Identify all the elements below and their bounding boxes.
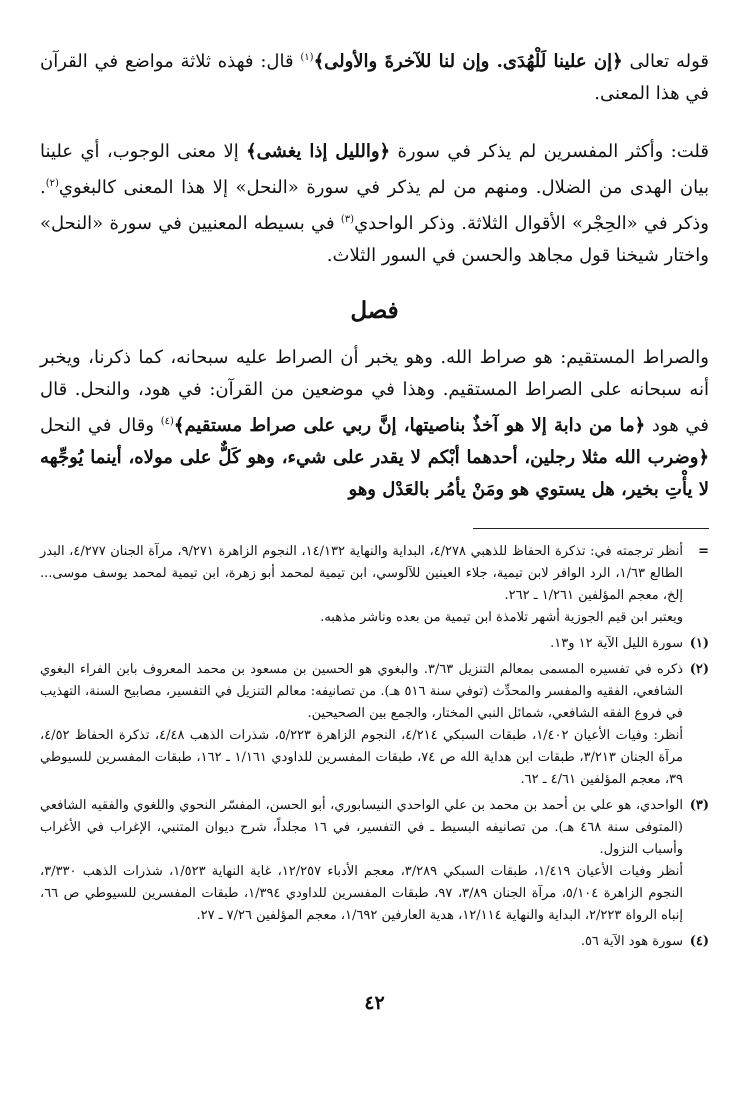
footnote-3: [40, 795, 709, 927]
page-body: [40, 42, 709, 1105]
footnote-text: الواحدي، هو علي بن أحمد بن محمد بن علي الواحدي النيسابوري، أبو الحسن، المفسّر النحوي واللغوي والفقيه الشافعي (المتوفى سنة ٤٦٨ هـ). من تصانيفه البسيط ـ في التفسير، في ١٦ مجلداً، شرح ديوان المتنبي، الإغراب في الأغراب وأسباب النزول.: [40, 798, 683, 857]
paragraph-1-prefix: قوله تعالى: [622, 51, 709, 72]
footnote-text: أنظر وفيات الأعيان ١/٤١٩، طبقات السبكي ٣/٢٨٩، معجم الأدباء ١٢/٢٥٧، غاية النهاية ١/٥٢٣، شذرات الذهب ٣/٣٣٠، النجوم الزاهرة ٥/١٠٤، مرآة الجنان ٣/٨٩، ٩٧، طبقات المفسرين للداودي ١/٣٩٤، طبقات المفسرين للسيوطي ص ٦٦، إنباه الرواة ٢/٢٢٣، البداية والنهاية ١٢/١١٤، هدية العارفين ١/٦٩٢، معجم المؤلفين ٧/٢٦ ـ ٢٧.: [40, 864, 684, 923]
footnotes: [40, 541, 709, 953]
footnote-2: [40, 659, 709, 791]
footnote-ref-3: (٣): [340, 214, 355, 225]
quran-verse-nahl: ﴿وضرب الله مثلا رجلين، أحدهما أبْكم لا يقدر على شيء، وهو كَلٌّ على مولاه، أينما يُوجِّهه لا يأْتِ بخير، هل يستوي هو ومَنْ يأمُر بالعَدْل وهو: [40, 447, 709, 500]
quran-verse-hud: ﴿ما من دابة إلا هو آخذٌ بناصيتها، إنَّ ربي على صراط مستقيم﴾: [173, 415, 646, 436]
paragraph-1: [40, 42, 709, 110]
footnote-4: [40, 931, 709, 953]
footnote-mark: =: [698, 544, 709, 559]
footnote-text: أنظر: وفيات الأعيان ١/٤٠٢، طبقات السبكي ٤/٢١٤، النجوم الزاهرة ٥/٢٢٣، شذرات الذهب ٤/٤٨، تذكرة الحفاظ ٤/٥٢، مرآة الجنان ٣/٢١٣، طبقات ابن هداية الله ص ٧٤، طبقات المفسرين للداودي ١/١٦١ ـ ١٦٢، طبقات المفسرين للسيوطي ٣٩، معجم المؤلفين ٤/٦١ ـ ٦٢.: [40, 728, 683, 787]
paragraph-2-suffix: في بسيطه المعنيين في سورة «النحل» واختار شيخنا قول مجاهد والحسن في السور الثلاث.: [40, 213, 709, 266]
footnote-mark: (٤): [689, 934, 709, 949]
footnote-1: [40, 633, 709, 655]
section-heading: فصل: [350, 297, 399, 324]
footnote-divider: [473, 528, 709, 529]
footnote-mark: (١): [689, 636, 709, 651]
footnote-text: ذكره في تفسيره المسمى بمعالم التنزيل ٣/٦٣. والبغوي هو الحسين بن مسعود بن محمد المعروف بابن الفراء البغوي الشافعي، الفقيه والمفسر والمحدِّث (توفي سنة ٥١٦ هـ). من تصانيفه: معالم التنزيل في التفسير، مصابيح السنة، التهذيب في فروع الفقه الشافعي، شمائل النبي المختار، والجمع بين الصحيحين.: [40, 662, 684, 721]
page-number: ٤٢: [364, 992, 385, 1014]
footnote-text: سورة هود الآية ٥٦.: [580, 934, 683, 949]
paragraph-3: [40, 342, 709, 506]
quran-verse: ﴿والليل إذا يغشى﴾: [246, 141, 391, 162]
footnote-ref-4: (٤): [160, 416, 174, 427]
quran-verse: ﴿إن علينا لَلْهُدَى. وإن لنا للآخرةَ والأولى﴾: [313, 51, 623, 72]
footnote-text: ويعتبر ابن قيم الجوزية أشهر تلامذة ابن تيمية من بعده وناشر مذهبه.: [320, 610, 683, 625]
footnote-mark: (٣): [689, 798, 709, 813]
paragraph-2-prefix: قلت: وأكثر المفسرين لم يذكر في سورة: [390, 141, 709, 162]
footnote-text: أنظر ترجمته في: تذكرة الحفاظ للذهبي ٤/٢٧٨، البداية والنهاية ١٤/١٣٢، النجوم الزاهرة ٩/٢٧١، مرآة الجنان ٤/٢٧٧، البدر الطالع ١/٦٣، الرد الوافر لابن تيمية، جلاء العينين للآلوسي، ابن تيمية لمحمد أبو زهرة، ابن تيمية لمحمد يوسف موسى... إلخ، معجم المؤلفين ١/٢٦١ ـ ٢٦٢.: [40, 544, 683, 603]
paragraph-2-middle-1: إلا معنى الوجوب، أي علينا بيان الهدى من الضلال. ومنهم من لم يذكر في سورة «النحل» إلا هذا المعنى كالبغوي: [40, 141, 709, 198]
paragraph-1-suffix: قال: فهذه ثلاثة مواضع في القرآن في هذا المعنى.: [40, 51, 709, 104]
paragraph-3-middle: وقال في النحل: [40, 415, 161, 436]
footnote-continued: [40, 541, 709, 629]
paragraph-2: [40, 136, 709, 272]
footnote-ref-1: (١): [300, 52, 314, 63]
footnote-text: سورة الليل الآية ١٢ و١٣.: [550, 636, 683, 651]
footnote-mark: (٢): [689, 662, 709, 677]
footnote-ref-2: (٢): [45, 178, 59, 189]
paragraph-3-prefix: والصراط المستقيم: هو صراط الله. وهو يخبر أن الصراط عليه سبحانه، كما ذكرنا، ويخبر أنه سبحانه على الصراط المستقيم. وهذا في موضعين من القرآن: في هود، والنحل. قال في هود: [40, 347, 710, 436]
paragraph-2-middle-2: . وذكر في «الحِجْر» الأقوال الثلاثة. وذكر الواحدي: [40, 177, 709, 234]
